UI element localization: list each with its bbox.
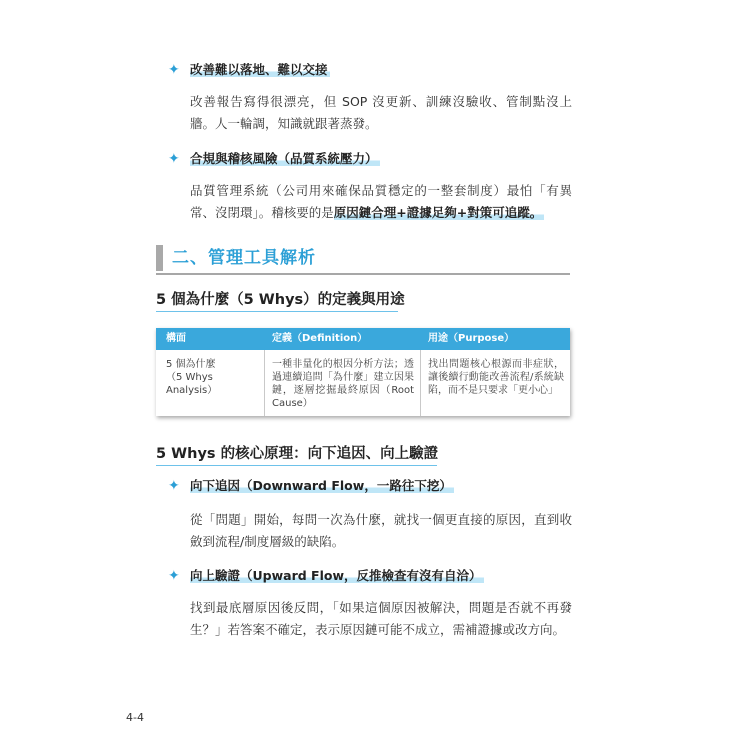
principle-heading xyxy=(190,567,484,585)
principle-heading xyxy=(190,477,454,495)
table-header-cell: 用途（Purpose） xyxy=(428,333,515,344)
bullet-paragraph xyxy=(190,180,572,224)
paragraph-emphasis: 原因鏈合理+證據足夠+對策可追蹤。 xyxy=(333,205,543,220)
bullet-paragraph: 改善報告寫得很漂亮，但 SOP 沒更新、訓練沒驗收、管制點沒上牆。人一輪調，知識就跟著蒸發。 xyxy=(190,94,572,131)
section-marker xyxy=(156,245,163,271)
principle-heading-text: 向下追因（Downward Flow，一路往下挖） xyxy=(190,478,452,493)
principle-heading-text: 向上驗證（Upward Flow，反推檢查有沒有自洽） xyxy=(190,568,482,583)
sparkle-icon: ✦ xyxy=(168,62,180,78)
section-title: 二、管理工具解析 xyxy=(172,248,316,268)
page-number: 4-4 xyxy=(126,711,144,724)
sparkle-icon: ✦ xyxy=(168,478,180,494)
table-divider xyxy=(420,350,421,416)
table-cell: 一種非量化的根因分析方法；透過連續追問「為什麼」建立因果鏈，逐層挖掘最終原因（Root Cause） xyxy=(272,359,414,409)
bullet-heading xyxy=(190,150,380,168)
bullet-heading-text: 改善難以落地、難以交接 xyxy=(190,62,328,77)
principle-paragraph: 找到最底層原因後反問，「如果這個原因被解決，問題是否就不再發生？」若答案不確定，表示原因鏈可能不成立，需補證據或改方向。 xyxy=(190,600,572,637)
sparkle-icon: ✦ xyxy=(168,151,180,167)
bullet-heading-text: 合規與稽核風險（品質系統壓力） xyxy=(190,151,378,166)
table-cell xyxy=(166,358,262,397)
subsection-title: 5 Whys 的核心原理：向下追因、向上驗證 xyxy=(156,446,439,462)
subsection-underline xyxy=(156,311,398,312)
paragraph-text: 品質管理系統（公司用來確保品質穩定的一整套制度）最怕「有異常、沒閉環」。稽核要的是 xyxy=(190,183,572,220)
table-divider xyxy=(264,350,265,416)
table-header-row xyxy=(156,328,570,350)
bullet-heading xyxy=(190,61,330,79)
table-cell-line: （5 Whys Analysis） xyxy=(166,372,218,396)
section-divider xyxy=(156,273,570,275)
subsection-underline xyxy=(156,465,437,466)
table-header-cell: 定義（Definition） xyxy=(272,333,368,344)
principle-paragraph: 從「問題」開始，每問一次為什麼，就找一個更直接的原因，直到收斂到流程/制度層級的缺陷。 xyxy=(190,512,572,549)
sparkle-icon: ✦ xyxy=(168,568,180,584)
table-cell: 找出問題核心根源而非症狀，讓後續行動能改善流程/系統缺陷，而不是只要求「更小心」 xyxy=(428,359,564,396)
subsection-title: 5 個為什麼（5 Whys）的定義與用途 xyxy=(156,292,405,308)
table-header-cell: 構面 xyxy=(166,333,186,344)
table-cell-line: 5 個為什麼 xyxy=(166,359,216,370)
definition-table xyxy=(156,328,570,416)
